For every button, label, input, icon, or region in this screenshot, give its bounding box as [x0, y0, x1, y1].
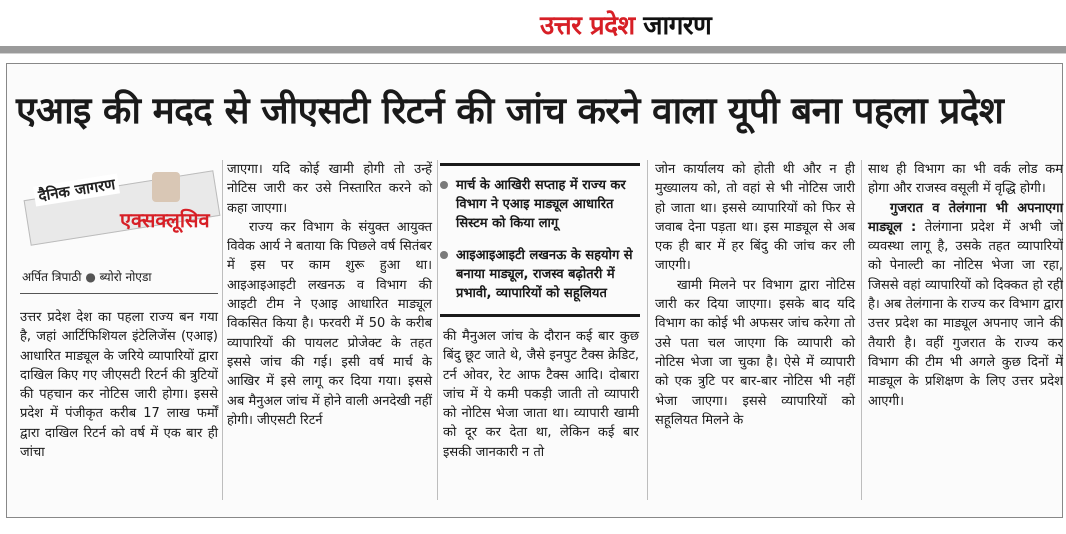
masthead-part1: उत्तर प्रदेश	[540, 11, 635, 41]
column-5-subhead: गुजरात व तेलंगाना भी अपनाएगा माड्यूल :	[868, 200, 1063, 235]
column-4	[655, 160, 855, 430]
masthead-part2: जागरण	[643, 11, 712, 41]
exclusive-badge	[20, 170, 218, 250]
column-3	[443, 327, 639, 462]
column-5-para-2-text: तेलंगाना प्रदेश में अभी जो व्यवस्था लागू है, उसके तहत व्यापारियों को पेनाल्टी का नोटिस भेजा जा रहा, जिससे वहां व्यापारियों को दिक्कत हो रही है। अब तेलंगाना के राज्य कर विभाग द्वारा उत्तर प्रदेश का माड्यूल अपनाए जाने की तैयारी है। वहीं गुजरात के राज्य कर विभाग की टीम भी अगले कुछ दिनों में माड्यूल के प्रशिक्षण के लिए उत्तर प्रदेश आएगी।	[868, 219, 1063, 409]
exclusive-logo: दैनिक जागरण	[33, 173, 120, 206]
column-2-para-1: जाएगा। यदि कोई खामी होगी तो उन्हें नोटिस जारी कर उसे निस्तारित करने को कहा जाएगा।	[227, 162, 432, 216]
masthead	[0, 0, 1066, 46]
highlight-text: आइआइआइटी लखनऊ के सहयोग से बनाया माड्यूल, राजस्व बढ़ोतरी में प्रभावी, व्यापारियों को सहूलियत	[456, 248, 633, 301]
column-1	[20, 308, 218, 462]
highlight-item	[440, 176, 638, 233]
byline-rule	[20, 293, 218, 294]
column-divider	[437, 160, 438, 500]
column-3-text: की मैनुअल जांच के दौरान कई बार कुछ बिंदु छूट जाते थे, जैसे इनपुट टैक्स क्रेडिट, टर्न ओवर, रेट आफ टैक्स आदि। दोबारा जांच में ये कमी पकड़ी जाती तो व्यापारी को नोटिस भेजा जाता था। व्यापारी खामी को दूर कर देता था, लेकिन कई बार इसकी जानकारी न तो	[443, 329, 639, 460]
column-2	[227, 160, 432, 430]
bullet-icon	[440, 251, 448, 259]
byline	[22, 268, 151, 285]
exclusive-label: एक्सक्लूसिव	[120, 208, 210, 232]
masthead-thin-rule	[0, 53, 1066, 54]
article-headline: एआइ की मदद से जीएसटी रिटर्न की जांच करने वाला यूपी बना पहला प्रदेश	[16, 89, 1004, 132]
column-divider	[222, 160, 223, 500]
column-4-para-1: जोन कार्यालय को होती थी और न ही मुख्यालय को, तो वहां से भी नोटिस जारी हो जाता था। इससे व्यापारियों को फिर से जवाब देना पड़ता था। इस माड्यूल से अब एक ही बार में हर बिंदु की जांच कर ली जाएगी।	[655, 162, 855, 274]
highlight-text: मार्च के आखिरी सप्ताह में राज्य कर विभाग ने एआइ माड्यूल आधारित सिस्टम को किया लागू	[456, 178, 626, 231]
highlights-box	[440, 163, 640, 317]
column-5-para-2	[868, 199, 1063, 411]
column-2-para-2: राज्य कर विभाग के संयुक्त आयुक्त विवेक आर्य ने बताया कि पिछले वर्ष सितंबर में इस पर काम शुरू हुआ था। आइआइआइटी लखनऊ व विभाग की आइटी टीम ने एआइ आधारित माड्यूल विकसित किया है। फरवरी में 50 के करीब व्यापारियों की पायलट प्रोजेक्ट के तहत इससे जांच की गई। इसी वर्ष मार्च के आखिर में इसे लागू कर दिया गया। इससे अब मैनुअल जांच में होने वाली अनदेखी नहीं होगी। जीएसटी रिटर्न	[227, 219, 432, 428]
column-5-para-1: साथ ही विभाग का भी वर्क लोड कम होगा और राजस्व वसूली में वृद्धि होगी।	[868, 162, 1063, 197]
column-1-text: उत्तर प्रदेश देश का पहला राज्य बन गया है, जहां आर्टिफिशियल इंटेलिजेंस (एआइ) आधारित माड्यूल के जरिये व्यापारियों द्वारा दाखिल किए गए जीएसटी रिटर्न की त्रुटियों की पहचान कर नोटिस जारी होगा। इससे प्रदेश में पंजीकृत करीब 17 लाख फर्मों द्वारा दाखिल रिटर्न को वर्ष में एक बार ही जांचा	[20, 310, 218, 461]
column-divider	[647, 160, 648, 500]
column-4-para-2: खामी मिलने पर विभाग द्वारा नोटिस जारी कर दिया जाएगा। इसके बाद यदि विभाग का कोई भी अफसर जांच करेगा तो उसे पता चल जाएगा कि व्यापारी को नोटिस भेजा जा चुका है। ऐसे में व्यापारी को एक त्रुटि पर बार-बार नोटिस भी नहीं भेजा जाएगा। इससे व्यापारियों को सहूलियत मिलने के	[655, 277, 855, 428]
column-divider	[861, 160, 862, 500]
bullet-icon	[440, 181, 448, 189]
masthead-title	[540, 6, 711, 42]
masthead-rule	[0, 46, 1066, 53]
byline-location: ब्योरो नोएडा	[99, 270, 152, 284]
exclusive-photo	[152, 172, 180, 202]
byline-author: अर्पित त्रिपाठी	[22, 270, 82, 284]
column-5	[868, 160, 1063, 411]
byline-separator: ●	[85, 270, 96, 284]
highlight-item	[440, 246, 638, 303]
